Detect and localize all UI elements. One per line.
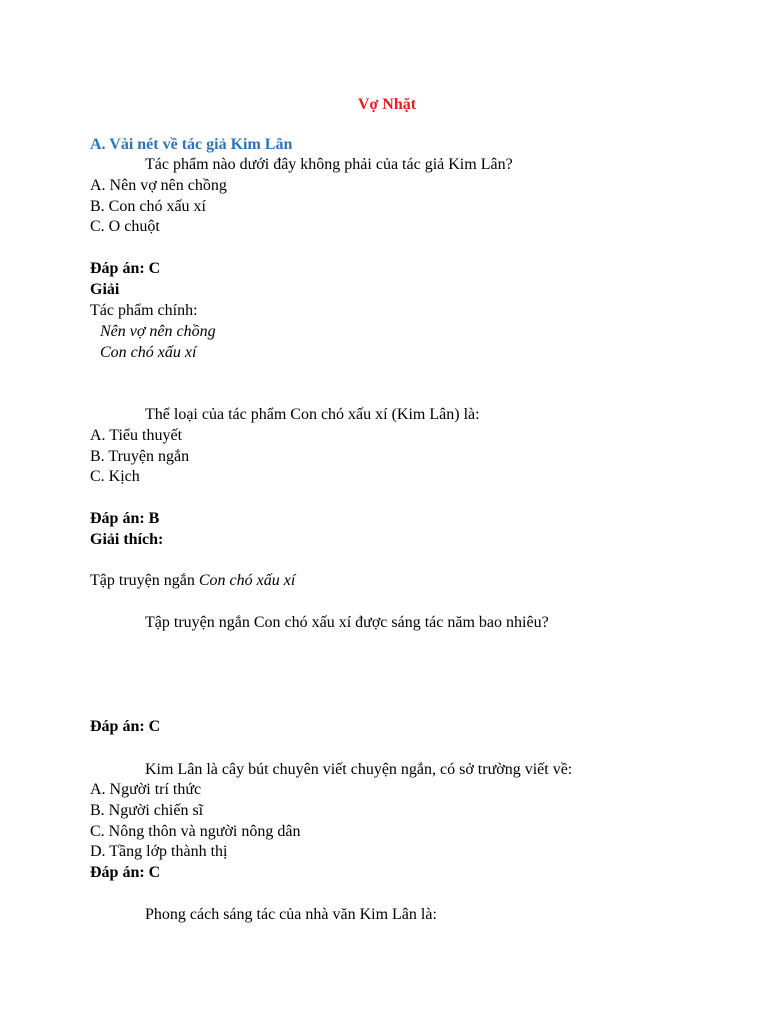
- q4-answer: Đáp án: C: [90, 864, 161, 881]
- question-5: Phong cách sáng tác của nhà văn Kim Lân là:: [145, 906, 437, 923]
- q3-answer: Đáp án: C: [90, 718, 161, 735]
- question-4: Kim Lân là cây bút chuyên viết chuyện ngắn, có sở trường viết về:: [145, 761, 573, 778]
- q2-option-b: B. Truyện ngắn: [90, 448, 190, 465]
- question-1: Tác phẩm nào dưới đây không phải của tác giả Kim Lân?: [145, 156, 513, 173]
- q1-work-2: Con chó xấu xí: [100, 344, 197, 361]
- q1-option-b: B. Con chó xấu xí: [90, 198, 206, 215]
- q1-option-c: C. O chuột: [90, 218, 160, 235]
- q2-answer: Đáp án: B: [90, 510, 160, 527]
- q1-answer: Đáp án: C: [90, 260, 161, 277]
- q2-option-a: A. Tiểu thuyết: [90, 427, 183, 444]
- q2-explain-heading: Giải thích:: [90, 531, 164, 548]
- q2-explain-text: [90, 571, 295, 591]
- q1-explain-heading: Giải: [90, 281, 120, 298]
- q4-option-b: B. Người chiến sĩ: [90, 802, 204, 819]
- section-heading: A. Vài nét về tác giả Kim Lân: [90, 136, 293, 153]
- q2-explain-italic: Con chó xấu xí: [198, 572, 296, 589]
- q1-work-1: Nên vợ nên chồng: [100, 323, 216, 340]
- q1-explain-intro: Tác phẩm chính:: [90, 302, 198, 319]
- q2-explain-prefix: Tập truyện ngắn: [90, 572, 199, 589]
- document-title: Vợ Nhặt: [357, 96, 417, 113]
- q4-option-d: D. Tầng lớp thành thị: [90, 843, 228, 860]
- q2-option-c: C. Kịch: [90, 468, 140, 485]
- q4-option-c: C. Nông thôn và người nông dân: [90, 823, 301, 840]
- q4-option-a: A. Người trí thức: [90, 781, 202, 798]
- q1-option-a: A. Nên vợ nên chồng: [90, 177, 227, 194]
- question-3: Tập truyện ngắn Con chó xấu xí được sáng tác năm bao nhiêu?: [145, 614, 549, 631]
- question-2: Thể loại của tác phẩm Con chó xấu xí (Kim Lân) là:: [145, 406, 480, 423]
